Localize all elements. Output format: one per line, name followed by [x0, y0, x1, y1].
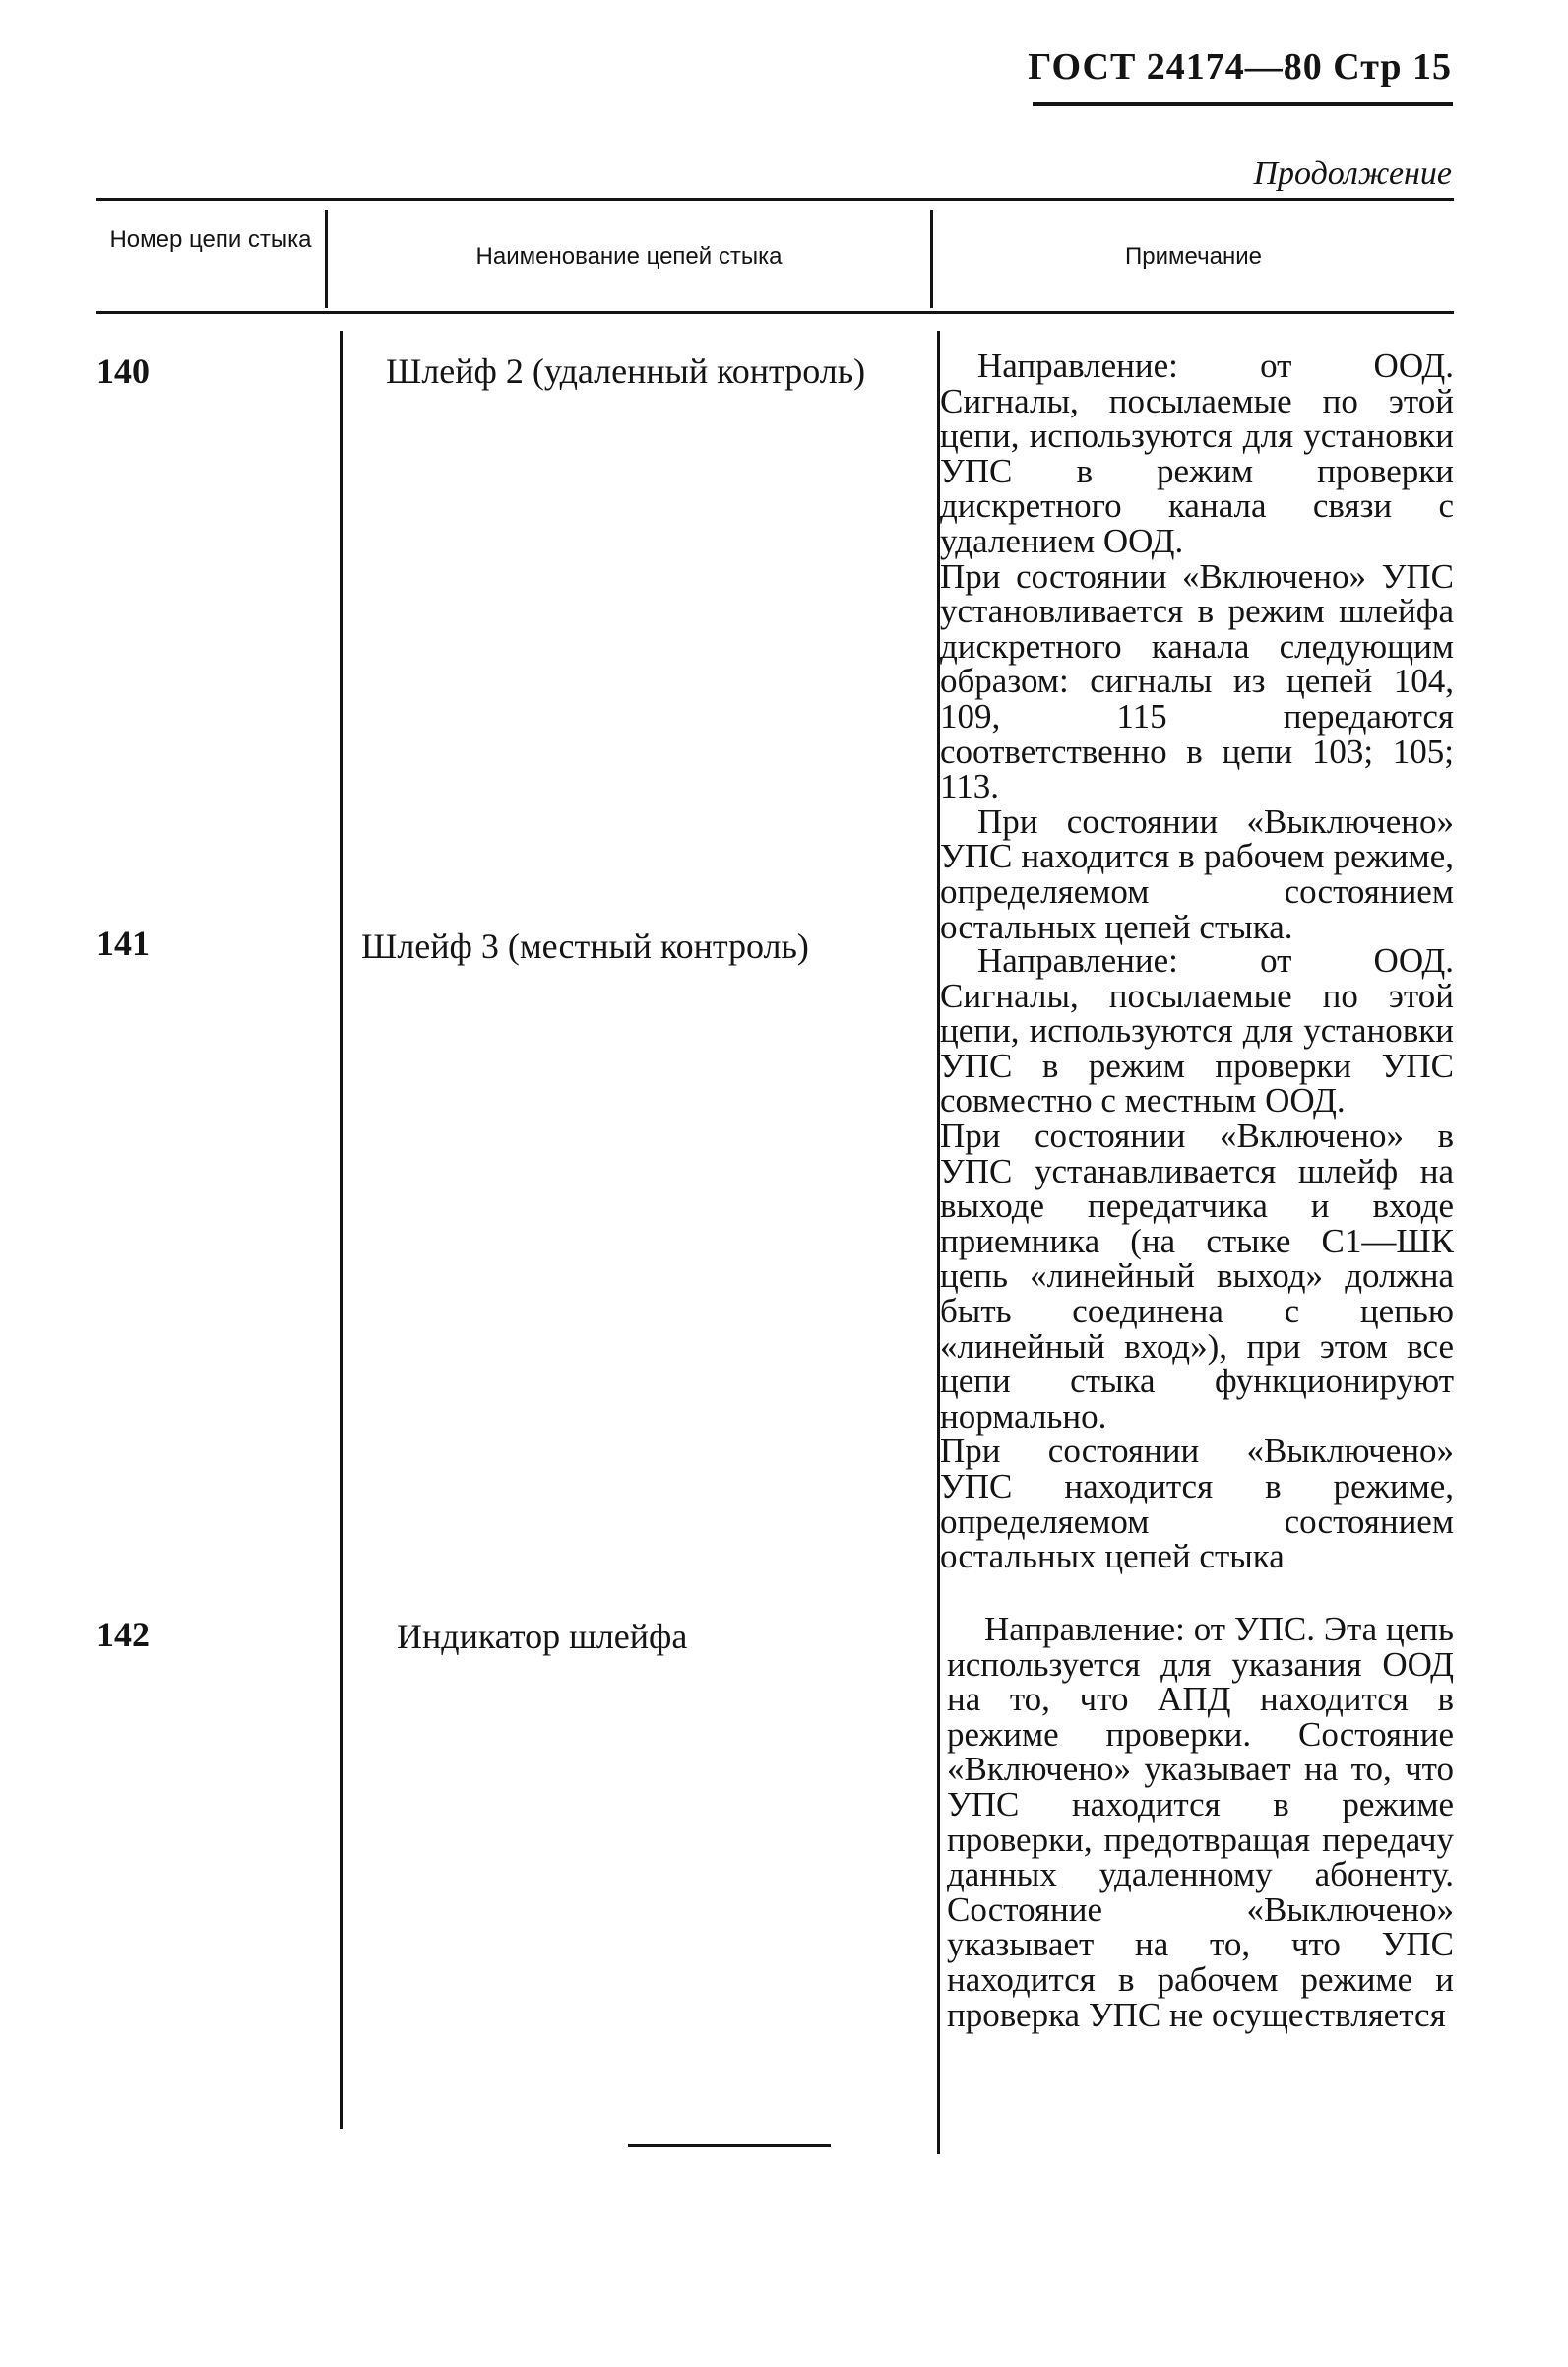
table-header-bottom-rule	[96, 311, 1454, 314]
table-top-rule	[96, 198, 1454, 201]
column-header-name: Наименование цепей стыка	[475, 243, 783, 270]
note-paragraph: При состоянии «Включено» в УПС устанавливается шлейф на выходе передатчика и входе приемника (на стыке С1—ШК цепь «линейный выход» должна быть соединена с цепью «линейный вход»), при этом все цепи стыка функционируют нормально.	[940, 1116, 1454, 1436]
note-paragraph: При состоянии «Выключено» УПС находится в режиме, определяемом состоянием остальных цепей стыка	[940, 1432, 1454, 1576]
note-paragraph: Направление: от ООД. Сигналы, посылаемые по этой цепи, используются для установки УПС в режим проверки УПС совместно с местным ООД.	[940, 941, 1454, 1120]
note-paragraph: Направление: от УПС. Эта цепь используется для указания ООД на то, что АПД находится в режиме проверки. Состояние «Включено» указывает на то, что УПС находится в режиме проверки, предотвращая передачу данных удаленному абоненту. Состояние «Выключено» указывает на то, что УПС находится в рабочем режиме и проверка УПС не осуществляется	[947, 1610, 1454, 2034]
continuation-label: Продолжение	[1253, 156, 1452, 192]
note-paragraph: При состоянии «Включено» УПС установливается в режим шлейфа дискретного канала следующим образом: сигналы из цепей 104, 109, 115 передаются соответственно в цепи 103; 105; 113.	[940, 556, 1454, 806]
row-name: Шлейф 3 (местный контроль)	[361, 927, 809, 966]
header-rule	[1033, 102, 1453, 106]
end-rule	[628, 2144, 831, 2147]
row-number: 140	[96, 352, 150, 391]
row-note	[940, 349, 1454, 944]
row-number: 142	[96, 1615, 150, 1654]
note-paragraph: Направление: от ООД. Сигналы, посылаемые по этой цепи, используются для установки УПС в режим проверки дискретного канала связи с удалением ООД.	[940, 347, 1454, 560]
column-divider-1	[340, 331, 343, 2129]
column-header-number: Номер цепи стыка	[109, 226, 312, 253]
row-note	[947, 1612, 1454, 2032]
row-number: 141	[96, 924, 150, 963]
note-paragraph: При состоянии «Выключено» УПС находится в рабочем режиме, определяемом состоянием остальных цепей стыка.	[940, 801, 1454, 946]
column-header-note: Примечание	[1125, 243, 1262, 270]
page-header: ГОСТ 24174—80 Стр 15	[1028, 46, 1452, 88]
row-note	[940, 943, 1454, 1574]
row-name: Шлейф 2 (удаленный контроль)	[386, 352, 866, 391]
row-name: Индикатор шлейфа	[397, 1617, 688, 1656]
